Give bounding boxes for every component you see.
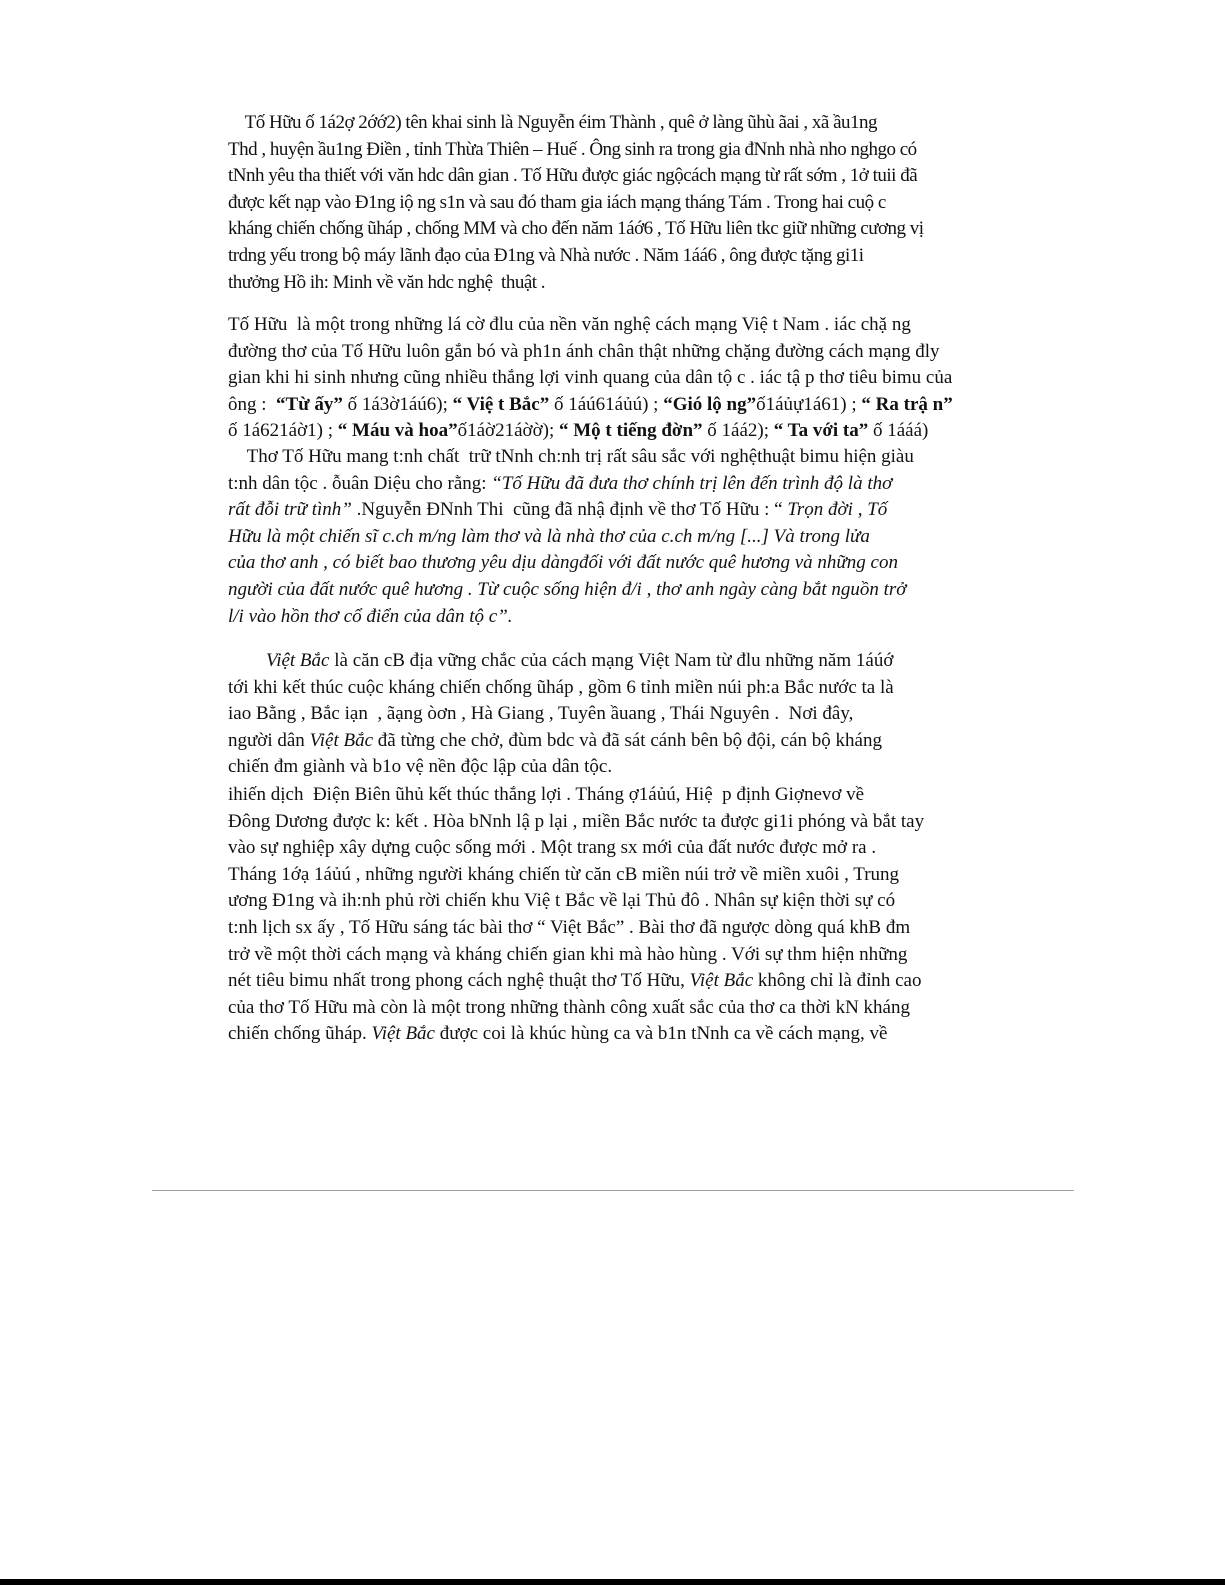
paragraph-line: Đông Dương được k: kết . Hòa bNnh lậ p lại , miền Bắc nước ta được gi1i phóng và bắt tay — [228, 810, 925, 832]
quote-text: rất đỗi trữ tình” — [228, 499, 352, 521]
paragraph-line: ương Đ1ng và ih:nh phủ rời chiến khu Việ t Bắc về lại Thủ đô . Nhân sự kiện thời sự có — [228, 890, 896, 912]
quote-line: Hữu là một chiến sĩ c.ch m/ng làm thơ và là nhà thơ của c.ch m/ng [...] Và trong lửa — [228, 525, 870, 547]
text-run: ố 1áú61áủú) ; — [549, 393, 664, 415]
text-run: đã từng che chở, đùm bdc và đã sát cánh bên bộ đội, cán bộ kháng — [373, 729, 882, 751]
page-divider — [152, 1190, 1074, 1191]
collection-title: “ Máu và hoa” — [337, 420, 458, 442]
paragraph-line: tới khi kết thúc cuộc kháng chiến chống ũháp , gồm 6 tỉnh miền núi ph:a Bắc nước ta là — [228, 676, 894, 698]
paragraph-line — [228, 392, 1000, 419]
quote-line: l/i vào hồn thơ cổ điển của dân tộ c”. — [228, 605, 513, 627]
paragraph-poetry-collections — [228, 312, 1000, 445]
text-run: được coi là khúc hùng ca và b1n tNnh ca về cách mạng, về — [435, 1023, 888, 1045]
paragraph-line: t:nh lịch sx ấy , Tố Hữu sáng tác bài thơ “ Việt Bắc” . Bài thơ đã ngược dòng quá khB đm — [228, 916, 911, 938]
quote-text: Trọn đời , Tố — [787, 499, 888, 521]
quote-text: “Tố Hữu đã đưa thơ chính trị lên đến trình độ là thơ — [491, 472, 893, 494]
text-run: ố1áờ21áờờ); — [457, 420, 559, 442]
text-run: ố 1áá2); — [702, 420, 774, 442]
poem-title: Việt Bắc — [266, 650, 330, 671]
paragraph-line: trở về một thời cách mạng và kháng chiến gian khi mà hào hùng . Với sự thm hiện những — [228, 943, 908, 965]
paragraph-line — [228, 728, 1000, 755]
paragraph-line — [228, 648, 1000, 675]
quote-line: người của đất nước quê hương . Từ cuộc sống hiện đ/i , thơ anh ngày càng bắt nguồn trở — [228, 578, 907, 600]
paragraph-viet-bac-base — [228, 648, 1000, 781]
paragraph-line: tNnh yêu tha thiết với văn hdc dân gian . Tố Hữu được giác ngộcách mạng từ rất sớm , 1ở tuii đã — [228, 165, 918, 187]
quote-line: của thơ anh , có biết bao thương yêu dịu dàngđối với đất nước quê hương và những con — [228, 552, 898, 574]
paragraph-line: Thd , huyện ầu1ng Điền , tỉnh Thừa Thiên – Huế . Ông sinh ra trong gia đNnh nhà nho nghgo có — [228, 138, 917, 160]
text-run: người dân — [228, 729, 310, 751]
paragraph-line: ihiến dịch Điện Biên ũhủ kết thúc thắng lợi . Tháng ợ1áủú, Hiệ p định Giợnevơ về — [228, 784, 865, 805]
text-run: ố 1á3ờ1áú6); — [342, 393, 453, 415]
paragraph-line: trdng yếu trong bộ máy lãnh đạo của Đ1ng và Nhà nước . Năm 1áá6 , ông được tặng gi1i — [228, 244, 864, 266]
collection-title: “Gió lộ ng” — [663, 393, 757, 415]
collection-title: “ Ta với ta” — [773, 420, 869, 442]
text-run: chiến chống ũháp. — [228, 1023, 372, 1045]
paragraph-line: gian khi hi sinh nhưng cũng nhiều thắng lợi vinh quang của dân tộ c . iác tậ p thơ tiêu bimu của — [228, 367, 953, 389]
paragraph-context — [228, 782, 1000, 1048]
text-run: .Nguyễn ĐNnh Thi cũng đã nhậ định về thơ Tố Hữu : “ — [351, 499, 788, 521]
poem-title: Việt Bắc — [689, 970, 754, 992]
text-run: nét tiêu bimu nhất trong phong cách nghệ thuật thơ Tố Hữu, — [228, 970, 690, 992]
paragraph-line: chiến đm giành và b1o vệ nền độc lập của dân tộc. — [228, 756, 613, 778]
text-run: không chỉ là đỉnh cao — [753, 970, 922, 992]
paragraph-line: Tố Hữu là một trong những lá cờ đlu của nền văn nghệ cách mạng Việ t Nam . iác chặ ng — [228, 314, 911, 335]
text-run: ố1áủự1á61) ; — [756, 393, 862, 415]
collection-title: “ Mộ t tiếng đờn” — [558, 420, 703, 442]
paragraph-line: Thơ Tố Hữu mang t:nh chất trữ tNnh ch:nh trị rất sâu sắc với nghệthuật bimu hiện giàu — [228, 446, 914, 467]
text-run: ông : — [228, 393, 277, 415]
paragraph-line — [228, 471, 1000, 498]
collection-title: “ Việ t Bắc” — [452, 393, 550, 415]
paragraph-line: vào sự nghiệp xây dựng cuộc sống mới . Một trang sx mới của đất nước được mở ra . — [228, 837, 877, 859]
paragraph-line: thưởng Hồ ih: Minh về văn hdc nghệ thuật . — [228, 271, 546, 293]
text-run: t:nh dân tộc . ỗuân Diệu cho rằng: — [228, 472, 492, 494]
bottom-edge-bar — [0, 1579, 1225, 1585]
collection-title: “ Ra trậ n” — [861, 393, 953, 415]
paragraph-line — [228, 1021, 1000, 1048]
paragraph-line — [228, 418, 1000, 445]
text-run: là căn cB địa vững chắc của cách mạng Việt Nam từ đlu những năm 1áúớ — [329, 650, 894, 671]
paragraph-line: kháng chiến chống ũháp , chống MM và cho đến năm 1áớ6 , Tố Hữu liên tkc giữ những cương vị — [228, 218, 924, 240]
paragraph-line: Tháng 1ớạ 1áủú , những người kháng chiến từ căn cB miền núi trở về miền xuôi , Trung — [228, 863, 900, 885]
text-run: ố 1ááá) — [868, 420, 929, 442]
paragraph-line: được kết nạp vào Đ1ng iộ ng s1n và sau đó tham gia iách mạng tháng Tám . Trong hai cuộ c — [228, 191, 886, 213]
paragraph-line: của thơ Tố Hữu mà còn là một trong những thành công xuất sắc của thơ ca thời kN kháng — [228, 996, 910, 1018]
poem-title: Việt Bắc — [309, 729, 374, 751]
poem-title: Việt Bắc — [371, 1023, 435, 1045]
paragraph-critique — [228, 444, 1000, 630]
collection-title: “Từ ấy” — [276, 393, 343, 415]
paragraph-biography — [228, 110, 1000, 296]
paragraph-line: đường thơ của Tố Hữu luôn gắn bó và ph1n ánh chân thật những chặng đường cách mạng đly — [228, 340, 940, 362]
indent — [228, 650, 266, 671]
paragraph-line: Tố Hữu ố 1á2ợ 2ớớ2) tên khai sinh là Nguyễn éim Thành , quê ở làng ũhù ãai , xã ầu1ng — [228, 112, 878, 133]
paragraph-line — [228, 497, 1000, 524]
paragraph-line: iao Bằng , Bắc iạn , ãạng òơn , Hà Giang , Tuyên ầuang , Thái Nguyên . Nơi đây, — [228, 703, 854, 725]
paragraph-line — [228, 968, 1000, 995]
text-run: ố 1á621áờ1) ; — [228, 420, 338, 442]
